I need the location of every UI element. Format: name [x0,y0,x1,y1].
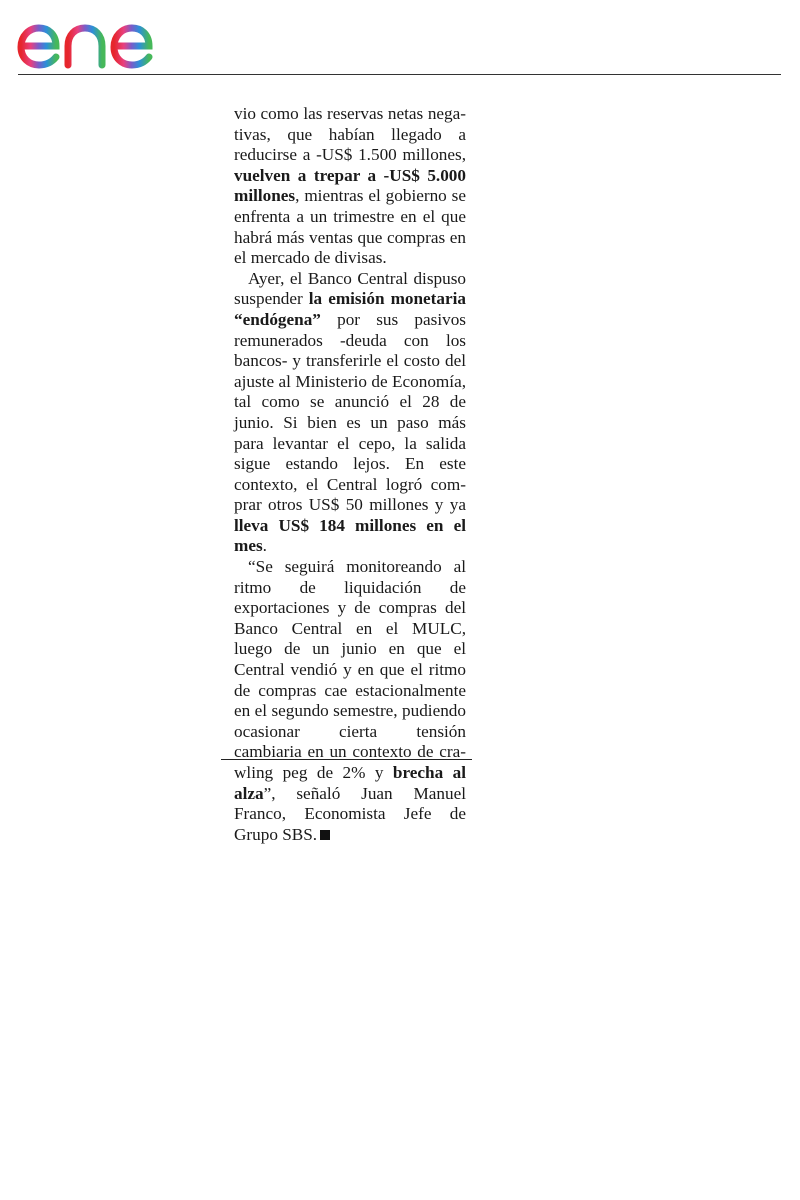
text-run: vio como las reservas netas negativas, que habían llegado a reducirse a -US$ 1.500 millones, [234,104,466,165]
paragraph-2 [234,269,466,557]
text-run: por sus pasivos remunerados -deuda con los bancos- y transferirle el costo del ajuste al Ministerio de Economía, tal como se anunció el 28 de junio. Si bien es un paso más para levantar el cepo, la salida sigue estando lejos. En este contexto, el Central logró comprar otros US$ 50 millones y ya [234,309,466,515]
article-end-rule [221,759,472,760]
enel-logo [16,8,180,70]
end-of-article-mark [320,830,330,840]
bold-run: brecha al alza [234,763,467,803]
bold-run: lleva US$ 184 millones en el mes [234,515,466,556]
paragraph-1 [234,104,466,269]
text-run: , mientras el gobierno se enfrenta a un trimestre en el que habrá más ventas que compras en el mercado de divisas. [234,186,466,268]
text-run: Ayer, el Banco Central dispuso suspender [234,268,466,309]
bold-run: vuelven a trepar a -US$ 5.000 millones [234,165,466,206]
bold-run: la emisión monetaria “endógena” [234,289,466,329]
text-run: ”, señaló Juan Manuel Franco, Economista Jefe de Grupo SBS. [234,783,466,844]
header-divider [18,74,781,75]
text-run: . [262,536,267,556]
paragraph-3 [234,557,466,845]
text-run: “Se seguirá monitoreando al ritmo de liquidación de exportaciones y de compras del Banco Central en el MULC, luego de un junio en que el Central vendió y en que el ritmo de compras cae estacionalmente en el segundo semestre, pudiendo ocasionar cierta tensión cambiaria en un contexto de crawling peg de 2% y [234,557,466,782]
article-column [234,104,466,845]
